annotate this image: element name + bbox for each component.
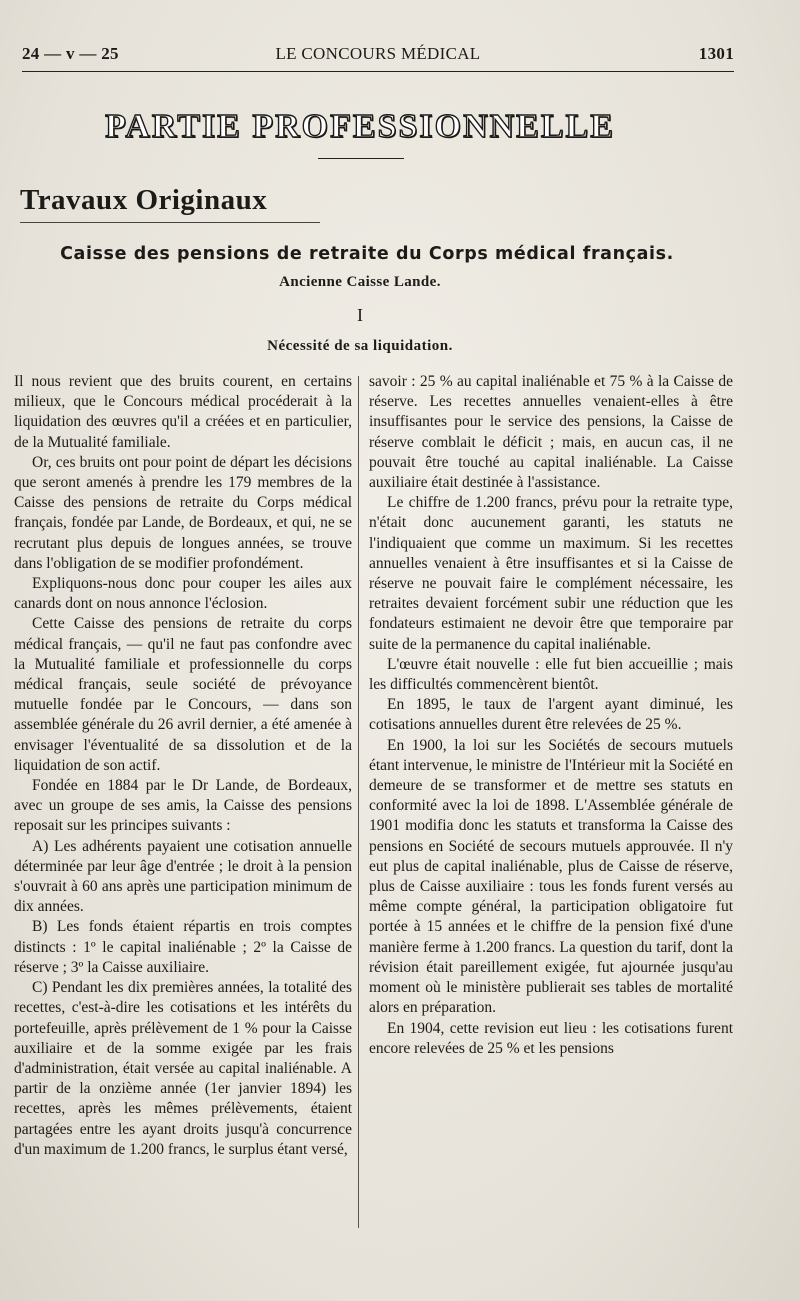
chapter-title: Nécessité de sa liquidation. — [267, 338, 453, 354]
paragraph: Cette Caisse des pensions de retraite du corps médical français, — qu'il ne faut pas confondre avec la Mutualité familiale et professionnelle du corps médical français, seule société de prévoyance mutuelle fondée par le Concours, — dans son assemblée générale du 26 avril dernier, a été amenée à envisager l'éventualité de sa dissolution et de la liquidation de son actif. — [14, 615, 352, 774]
title-rule — [318, 158, 404, 159]
article-subtitle: Ancienne Caisse Lande. — [279, 274, 441, 290]
left-column — [14, 372, 352, 1160]
part-title: PARTIE PROFESSIONNELLE — [105, 108, 615, 145]
right-column — [369, 372, 733, 1059]
paragraph: Fondée en 1884 par le Dr Lande, de Bordeaux, avec un groupe de ses amis, la Caisse des pensions reposait sur les principes suivants : — [14, 777, 352, 835]
paragraph: Le chiffre de 1.200 francs, prévu pour la retraite type, n'était donc aucunement garanti, les statuts ne l'indiquaient que comme un maximum. Si les recettes annuelles venaient à être insuffisantes et si la Caisse de réserve ne pouvait faire le complément nécessaire, les retraites devaient forcément subir une réduction que les fondateurs estimaient ne devoir être que temporaire par suite de la permanence du capital inaliénable. — [369, 494, 733, 653]
paragraph: Expliquons-nous donc pour couper les ailes aux canards dont on nous annonce l'éclosion. — [14, 575, 352, 613]
section-title: Travaux Originaux — [20, 184, 268, 216]
header-rule — [22, 71, 734, 72]
paragraph: A) Les adhérents payaient une cotisation annuelle déterminée par leur âge d'entrée ; le droit à la pension s'ouvrait à 60 ans après une participation minimum de dix années. — [14, 837, 352, 916]
paragraph: En 1895, le taux de l'argent ayant diminué, les cotisations annuelles durent être relevées de 25 %. — [369, 696, 733, 734]
running-header — [22, 44, 734, 70]
paragraph: En 1900, la loi sur les Sociétés de secours mutuels étant intervenue, le ministre de l'Intérieur mit la Société en demeure de se transformer et de mettre ses statuts en conformité avec la loi de 1898. L'Assemblée générale de 1901 modifia donc les statuts et transforma la Caisse des pensions en Société de secours mutuels approuvée. Il n'y eut plus de capital inaliénable, plus de Caisse de réserve, plus de Caisse auxiliaire : tous les fonds furent versés au même compte général, la participation obligatoire fut portée à 15 années et le chiffre de la pension fixé d'une manière ferme à 1.200 francs. La question du tarif, dont la révision était pareillement exigée, fut ajournée jusqu'au moment où le ministère publierait ses tables de mortalité alors en préparation. — [369, 736, 733, 1017]
article-title: Caisse des pensions de retraite du Corps médical français. — [60, 244, 674, 264]
paragraph: Or, ces bruits ont pour point de départ les décisions que seront amenés à prendre les 179 membres de la Caisse des pensions de retraite du Corps médical français, fondée par Lande, de Bordeaux, et qui, ne se recrutant plus depuis de longues années, se trouve dans l'obligation de se modifier profondément. — [14, 453, 352, 572]
paragraph: B) Les fonds étaient répartis en trois comptes distincts : 1º le capital inaliénable ; 2º la Caisse de réserve ; 3º la Caisse auxiliaire. — [14, 918, 352, 976]
paragraph: Il nous revient que des bruits courent, en certains milieux, que le Concours médical procéderait à la liquidation des œuvres qu'il a créées et en particulier, de la Mutualité familiale. — [14, 373, 352, 451]
paragraph: C) Pendant les dix premières années, la totalité des recettes, c'est-à-dire les cotisations et les intérêts du portefeuille, après prélèvement de 1 % pour la Caisse auxiliaire et de la somme exigée par les frais d'administration, était versée au capital inaliénable. A partir de la onzième année (1er janvier 1894) les recettes, après les mêmes prélèvements, étaient partagées entre les ayant droits jusqu'à concurrence d'un maximum de 1.200 francs, le surplus étant versé, — [14, 979, 352, 1158]
paragraph: savoir : 25 % au capital inaliénable et 75 % à la Caisse de réserve. Les recettes annuelles venaient-elles à être insuffisantes pour le service des pensions, la Caisse de réserve comblait le déficit ; mais, en aucun cas, il ne pouvait être touché au capital inaliénable. La Caisse auxiliaire était destinée à l'assistance. — [369, 373, 733, 492]
header-date: 24 — v — 25 — [22, 44, 119, 63]
chapter-number: I — [357, 305, 363, 325]
header-page-number: 1301 — [698, 44, 734, 63]
column-divider — [358, 376, 359, 1228]
header-journal-name: LE CONCOURS MÉDICAL — [275, 44, 481, 63]
paragraph: En 1904, cette revision eut lieu : les cotisations furent encore relevées de 25 % et les pensions — [369, 1019, 733, 1057]
paragraph: L'œuvre était nouvelle : elle fut bien accueillie ; mais les difficultés commencèrent bientôt. — [369, 655, 733, 694]
section-rule — [20, 222, 320, 223]
